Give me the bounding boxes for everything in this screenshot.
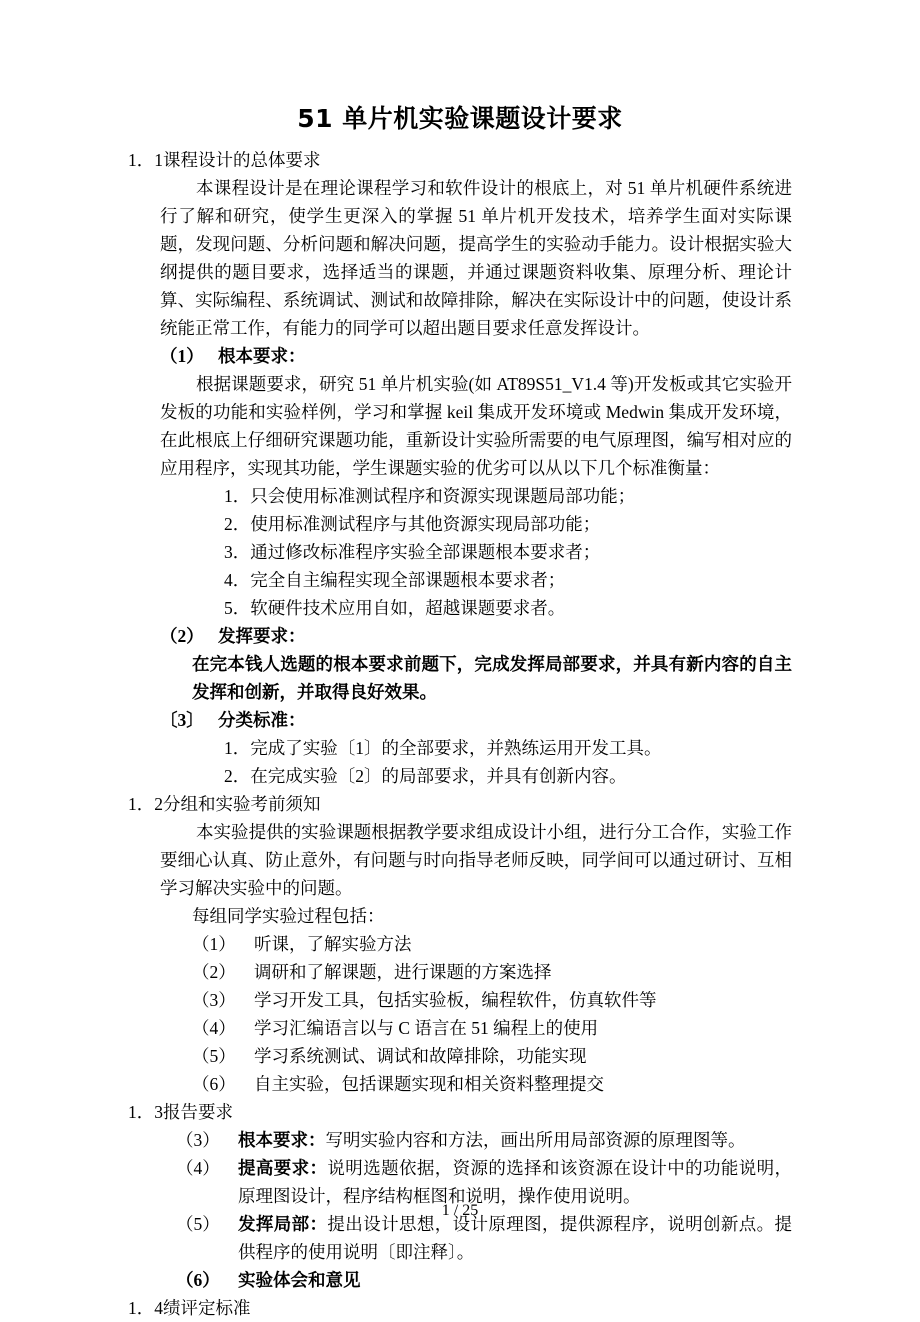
report-requirement-item: [128, 1266, 792, 1294]
grade-item: 2．在完成实验〔2〕的局部要求，并具有创新内容。: [224, 766, 627, 786]
report-requirement-item: [128, 1126, 792, 1154]
process-item: [128, 986, 792, 1014]
process-item-number: （2）: [192, 962, 236, 982]
section-1-1-intro: 本课程设计是在理论课程学习和软件设计的根底上，对 51 单片机硬件系统进行了解和研究，使学生更深入的掌握 51 单片机开发技术，培养学生面对实际课题，发现问题、分析问题和解决问题，提高学生的实验动手能力。设计根据实验大纲提供的题目要求，选择适当的课题，并通过课题资料收集、原理分析、理论计算、实际编程、系统调试、测试和故障排除，解决在实际设计中的问题，使设计系统能正常工作，有能力的同学可以超出题目要求任意发挥设计。: [160, 178, 792, 338]
process-item: [128, 930, 792, 958]
requirement-extended-body: 在完本钱人选题的根本要求前题下，完成发挥局部要求，并具有新内容的自主发挥和创新，并取得良好效果。: [192, 654, 792, 702]
criteria-item: 4．完全自主编程实现全部课题根本要求者；: [224, 570, 566, 590]
requirement-classification-label: 分类标准：: [218, 710, 306, 730]
page-title: 51 单片机实验课题设计要求: [297, 104, 623, 133]
process-item-text: 听课，了解实验方法: [254, 934, 412, 954]
requirement-classification-number: 〔3〕: [160, 710, 204, 730]
requirement-basic-header: [128, 342, 792, 370]
requirement-classification-header: [128, 706, 792, 734]
process-item-number: （1）: [192, 934, 236, 954]
report-requirement-lead: 发挥局部：: [238, 1214, 328, 1234]
requirement-extended-label: 发挥要求：: [218, 626, 306, 646]
report-requirement-text: 提出设计思想，设计原理图，提供源程序，说明创新点。提供程序的使用说明〔即注释〕。: [238, 1214, 793, 1262]
requirement-basic-number: （1）: [160, 346, 204, 366]
process-item: [128, 1014, 792, 1042]
process-item-text: 自主实验，包括课题实现和相关资料整理提交: [254, 1074, 604, 1094]
criteria-item: 1．只会使用标准测试程序和资源实现课题局部功能；: [224, 486, 636, 506]
requirement-basic-body: 根据课题要求，研究 51 单片机实验(如 AT89S51_V1.4 等)开发板或其它实验开发板的功能和实验样例，学习和掌握 keil 集成开发环境或 Medwin 集成开发环境，在此根底上仔细研究课题功能，重新设计实验所需要的电气原理图，编写相对应的应用程序，实现其功能，学生课题实验的优劣可以从以下几个标准衡量：: [160, 374, 792, 478]
process-item-number: （6）: [192, 1074, 236, 1094]
section-heading-1-3: 1．3报告要求: [128, 1102, 233, 1122]
process-item-text: 学习开发工具，包括实验板，编程软件，仿真软件等: [254, 990, 657, 1010]
report-requirement-text: 写明实验内容和方法，画出所用局部资源的原理图等。: [325, 1130, 746, 1150]
report-requirement-lead: 根本要求：: [238, 1130, 326, 1150]
section-heading-1-1: 1．1课程设计的总体要求: [128, 150, 321, 170]
requirement-basic-label: 根本要求：: [218, 346, 306, 366]
criteria-item: 3．通过修改标准程序实验全部课题根本要求者；: [224, 542, 601, 562]
process-item-number: （5）: [192, 1046, 236, 1066]
criteria-item: 5．软硬件技术应用自如，超越课题要求者。: [224, 598, 566, 618]
report-requirement-number: （3）: [176, 1130, 220, 1150]
report-requirement-number: （5）: [176, 1214, 220, 1234]
report-requirement-number: （4）: [176, 1158, 220, 1178]
process-item: [128, 958, 792, 986]
report-requirement-text: 说明选题依据，资源的选择和该资源在设计中的功能说明，原理图设计，程序结构框图和说明，操作使用说明。: [238, 1158, 793, 1206]
grade-item: 1．完成了实验〔1〕的全部要求，并熟练运用开发工具。: [224, 738, 662, 758]
section-heading-1-4: 1．4绩评定标准: [128, 1298, 251, 1318]
process-item-text: 调研和了解课题，进行课题的方案选择: [254, 962, 552, 982]
process-item-text: 学习系统测试、调试和故障排除，功能实现: [254, 1046, 587, 1066]
requirement-extended-number: （2）: [160, 626, 204, 646]
report-requirement-body: [238, 1126, 792, 1154]
section-1-2-intro: 本实验提供的实验课题根据教学要求组成设计小组，进行分工合作，实验工作要细心认真、防止意外，有问题与时向指导老师反映，同学间可以通过研讨、互相学习解决实验中的问题。: [160, 822, 792, 898]
process-lead: 每组同学实验过程包括：: [192, 906, 385, 926]
requirement-extended-header: [128, 622, 792, 650]
document-body: [128, 96, 792, 1322]
criteria-item: 2．使用标准测试程序与其他资源实现局部功能；: [224, 514, 601, 534]
report-requirement-text: 实验体会和意见: [238, 1270, 361, 1290]
process-item-text: 学习汇编语言以与 C 语言在 51 编程上的使用: [254, 1018, 599, 1038]
process-item-number: （3）: [192, 990, 236, 1010]
process-item: [128, 1070, 792, 1098]
process-item-number: （4）: [192, 1018, 236, 1038]
report-requirement-body: [238, 1266, 792, 1294]
report-requirement-lead: 提高要求：: [238, 1158, 328, 1178]
report-requirement-number: （6）: [176, 1270, 220, 1290]
page-footer: 1 / 25: [441, 1202, 479, 1219]
process-item: [128, 1042, 792, 1070]
section-heading-1-2: 1．2分组和实验考前须知: [128, 794, 321, 814]
